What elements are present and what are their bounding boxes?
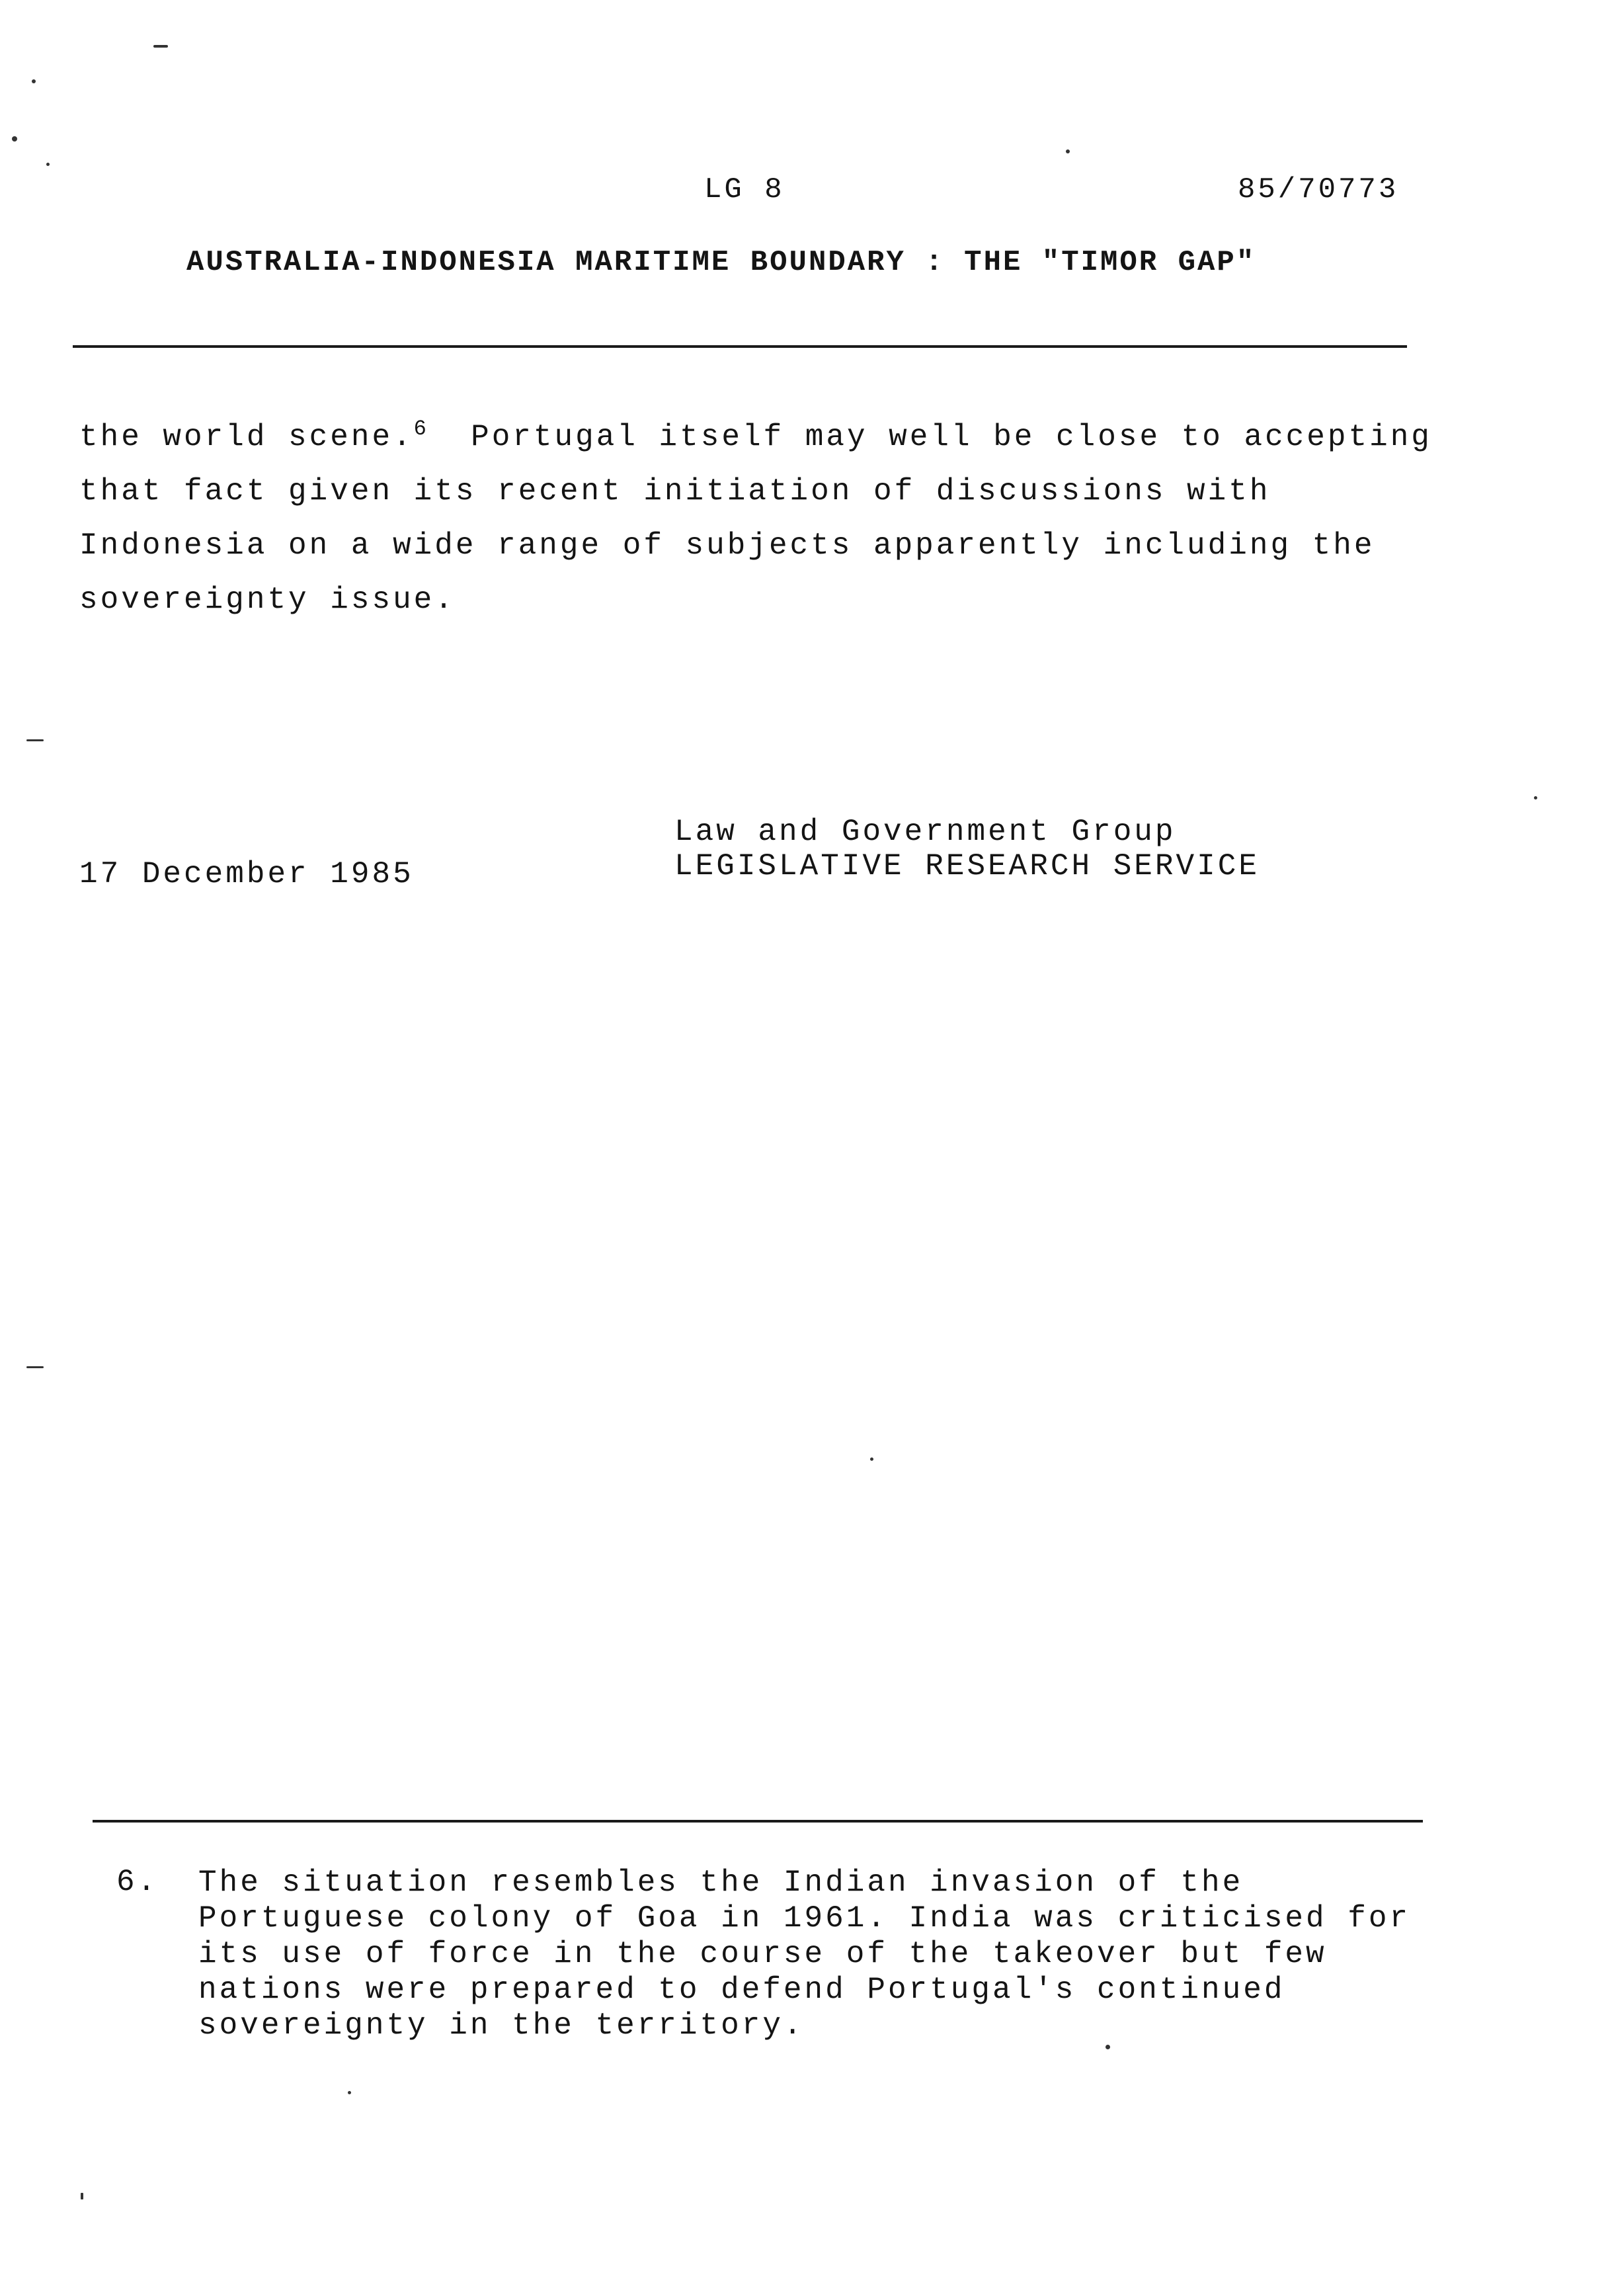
signature-date: 17 December 1985: [79, 857, 414, 891]
scan-mark: [26, 739, 44, 741]
header-code: LG 8: [704, 173, 785, 206]
footnote-text: [198, 1865, 1410, 2043]
body-line-1-start: the world scene.: [79, 420, 414, 454]
body-line-2: that fact given its recent initiation of discussions with: [79, 474, 1271, 509]
footnote-line: The situation resembles the Indian invasion of the: [198, 1866, 1244, 1900]
footnote-rule: [93, 1820, 1423, 1823]
body-line-1-end: Portugal itself may well be close to accepting: [471, 420, 1432, 454]
footnote-number: 6.: [116, 1865, 159, 1899]
header-rule: [73, 345, 1407, 348]
body-line-3: Indonesia on a wide range of subjects apparently including the: [79, 528, 1375, 563]
scan-mark: [81, 2193, 83, 2199]
body-paragraph: [79, 410, 1432, 627]
footnote-reference: 6: [413, 417, 429, 441]
footnote-line: Portuguese colony of Goa in 1961. India was criticised for: [198, 1901, 1411, 1936]
footnote-line: its use of force in the course of the takeover but few: [198, 1937, 1327, 1971]
document-title: AUSTRALIA-INDONESIA MARITIME BOUNDARY : THE "TIMOR GAP": [186, 246, 1256, 279]
scan-speck: [46, 163, 50, 166]
document-number: 85/70773: [1238, 173, 1399, 206]
scan-mark: [153, 45, 168, 48]
body-line-4: sovereignty issue.: [79, 583, 456, 617]
scan-speck: [32, 79, 36, 83]
footnote-line: nations were prepared to defend Portugal's continued: [198, 1973, 1285, 2007]
scan-speck: [1106, 2045, 1110, 2049]
scan-speck: [1534, 796, 1537, 800]
signature-service: LEGISLATIVE RESEARCH SERVICE: [674, 849, 1260, 883]
scan-speck: [1066, 149, 1070, 153]
body-line-1: [79, 410, 1432, 464]
scan-speck: [870, 1457, 873, 1461]
scan-speck: [12, 136, 17, 142]
signature-group: Law and Government Group: [674, 815, 1176, 849]
footnote-line: sovereignty in the territory.: [198, 2008, 805, 2043]
scan-mark: [26, 1366, 44, 1368]
scan-speck: [348, 2091, 351, 2094]
